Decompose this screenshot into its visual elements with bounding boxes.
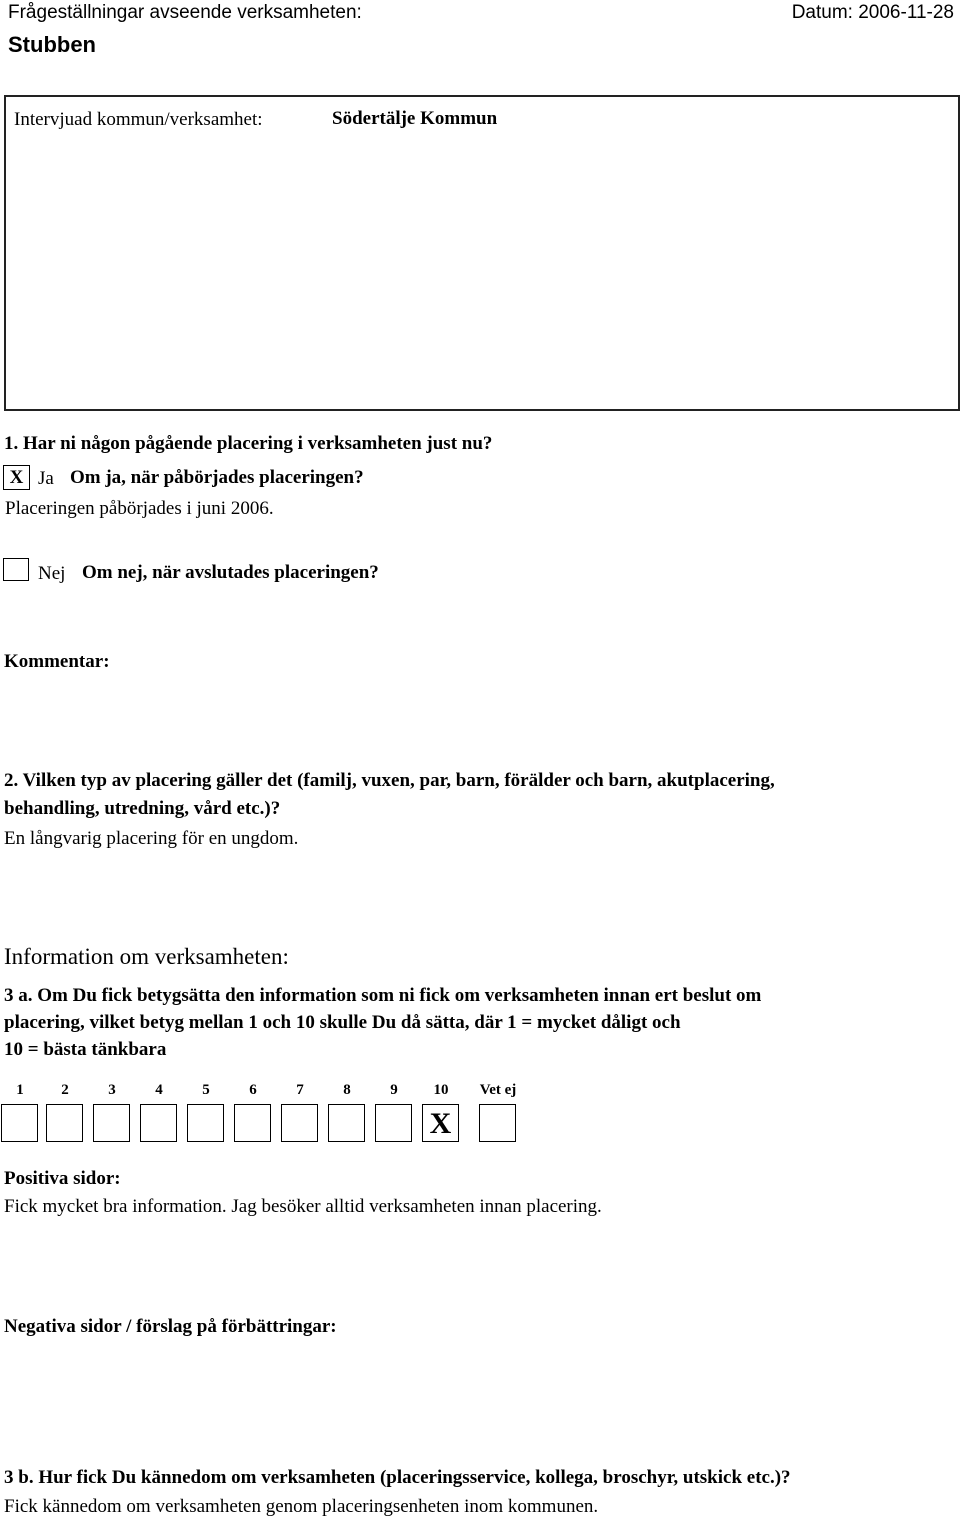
rating-box-7[interactable]: [281, 1104, 318, 1142]
rating-box-6[interactable]: [234, 1104, 271, 1142]
rating-box-10[interactable]: X: [422, 1104, 459, 1142]
date-label: Datum:: [791, 2, 853, 23]
no-label: Nej: [38, 563, 66, 584]
interview-value: Södertälje Kommun: [332, 108, 498, 129]
scale-label-7: 7: [296, 1082, 304, 1098]
scale-label-1: 1: [16, 1082, 24, 1098]
checkbox-yes-mark: X: [9, 467, 24, 488]
rating-box-3[interactable]: [93, 1104, 130, 1142]
checkbox-no[interactable]: [3, 558, 29, 581]
checkbox-yes[interactable]: [3, 465, 30, 490]
rating-box-vet-ej[interactable]: [479, 1104, 516, 1142]
negative-label: Negativa sidor / förslag på förbättringar:: [4, 1316, 337, 1337]
yes-label: Ja: [38, 468, 54, 489]
question-3a-line3: 10 = bästa tänkbara: [4, 1039, 167, 1060]
yes-followup: Om ja, när påbörjades placeringen?: [70, 467, 364, 488]
scale-label-4: 4: [155, 1082, 163, 1098]
date-line: [792, 2, 954, 24]
interview-box: [4, 95, 960, 411]
scale-label-9: 9: [390, 1082, 398, 1098]
info-heading: Information om verksamheten:: [4, 944, 289, 969]
positive-label: Positiva sidor:: [4, 1168, 121, 1189]
question-3a-line1: 3 a. Om Du fick betygsätta den information som ni fick om verksamheten innan ert beslut om: [4, 985, 762, 1006]
scale-label-vet-ej: Vet ej: [479, 1082, 517, 1098]
scale-label-5: 5: [202, 1082, 210, 1098]
question-2-line2: behandling, utredning, vård etc.)?: [4, 798, 281, 819]
question-3a-line2: placering, vilket betyg mellan 1 och 10 skulle Du då sätta, där 1 = mycket dåligt och: [4, 1012, 681, 1033]
rating-box-5[interactable]: [187, 1104, 224, 1142]
yes-answer: Placeringen påbörjades i juni 2006.: [5, 498, 274, 519]
rating-box-4[interactable]: [140, 1104, 177, 1142]
organisation-name: Stubben: [8, 32, 96, 57]
scale-label-8: 8: [343, 1082, 351, 1098]
comment-label-q1: Kommentar:: [4, 651, 110, 672]
question-2-answer: En långvarig placering för en ungdom.: [4, 828, 299, 849]
question-2-line1: 2. Vilken typ av placering gäller det (familj, vuxen, par, barn, förälder och barn, akutplacering,: [4, 770, 775, 791]
date-value: 2006-11-28: [858, 2, 954, 23]
question-3b-answer: Fick kännedom om verksamheten genom placeringsenheten inom kommunen.: [4, 1496, 599, 1517]
interview-label: Intervjuad kommun/verksamhet:: [14, 109, 263, 130]
rating-box-9[interactable]: [375, 1104, 412, 1142]
rating-box-1[interactable]: [1, 1104, 38, 1142]
no-followup: Om nej, när avslutades placeringen?: [82, 562, 379, 583]
rating-box-8[interactable]: [328, 1104, 365, 1142]
form-title: Frågeställningar avseende verksamheten:: [8, 2, 362, 23]
question-1: 1. Har ni någon pågående placering i verksamheten just nu?: [4, 433, 493, 454]
scale-label-10: 10: [433, 1082, 449, 1098]
scale-label-6: 6: [249, 1082, 257, 1098]
rating-box-2[interactable]: [46, 1104, 83, 1142]
scale-label-3: 3: [108, 1082, 116, 1098]
question-3b: 3 b. Hur fick Du kännedom om verksamheten (placeringsservice, kollega, broschyr, utskick etc.)?: [4, 1467, 791, 1488]
positive-answer: Fick mycket bra information. Jag besöker alltid verksamheten innan placering.: [4, 1196, 602, 1217]
scale-label-2: 2: [61, 1082, 69, 1098]
